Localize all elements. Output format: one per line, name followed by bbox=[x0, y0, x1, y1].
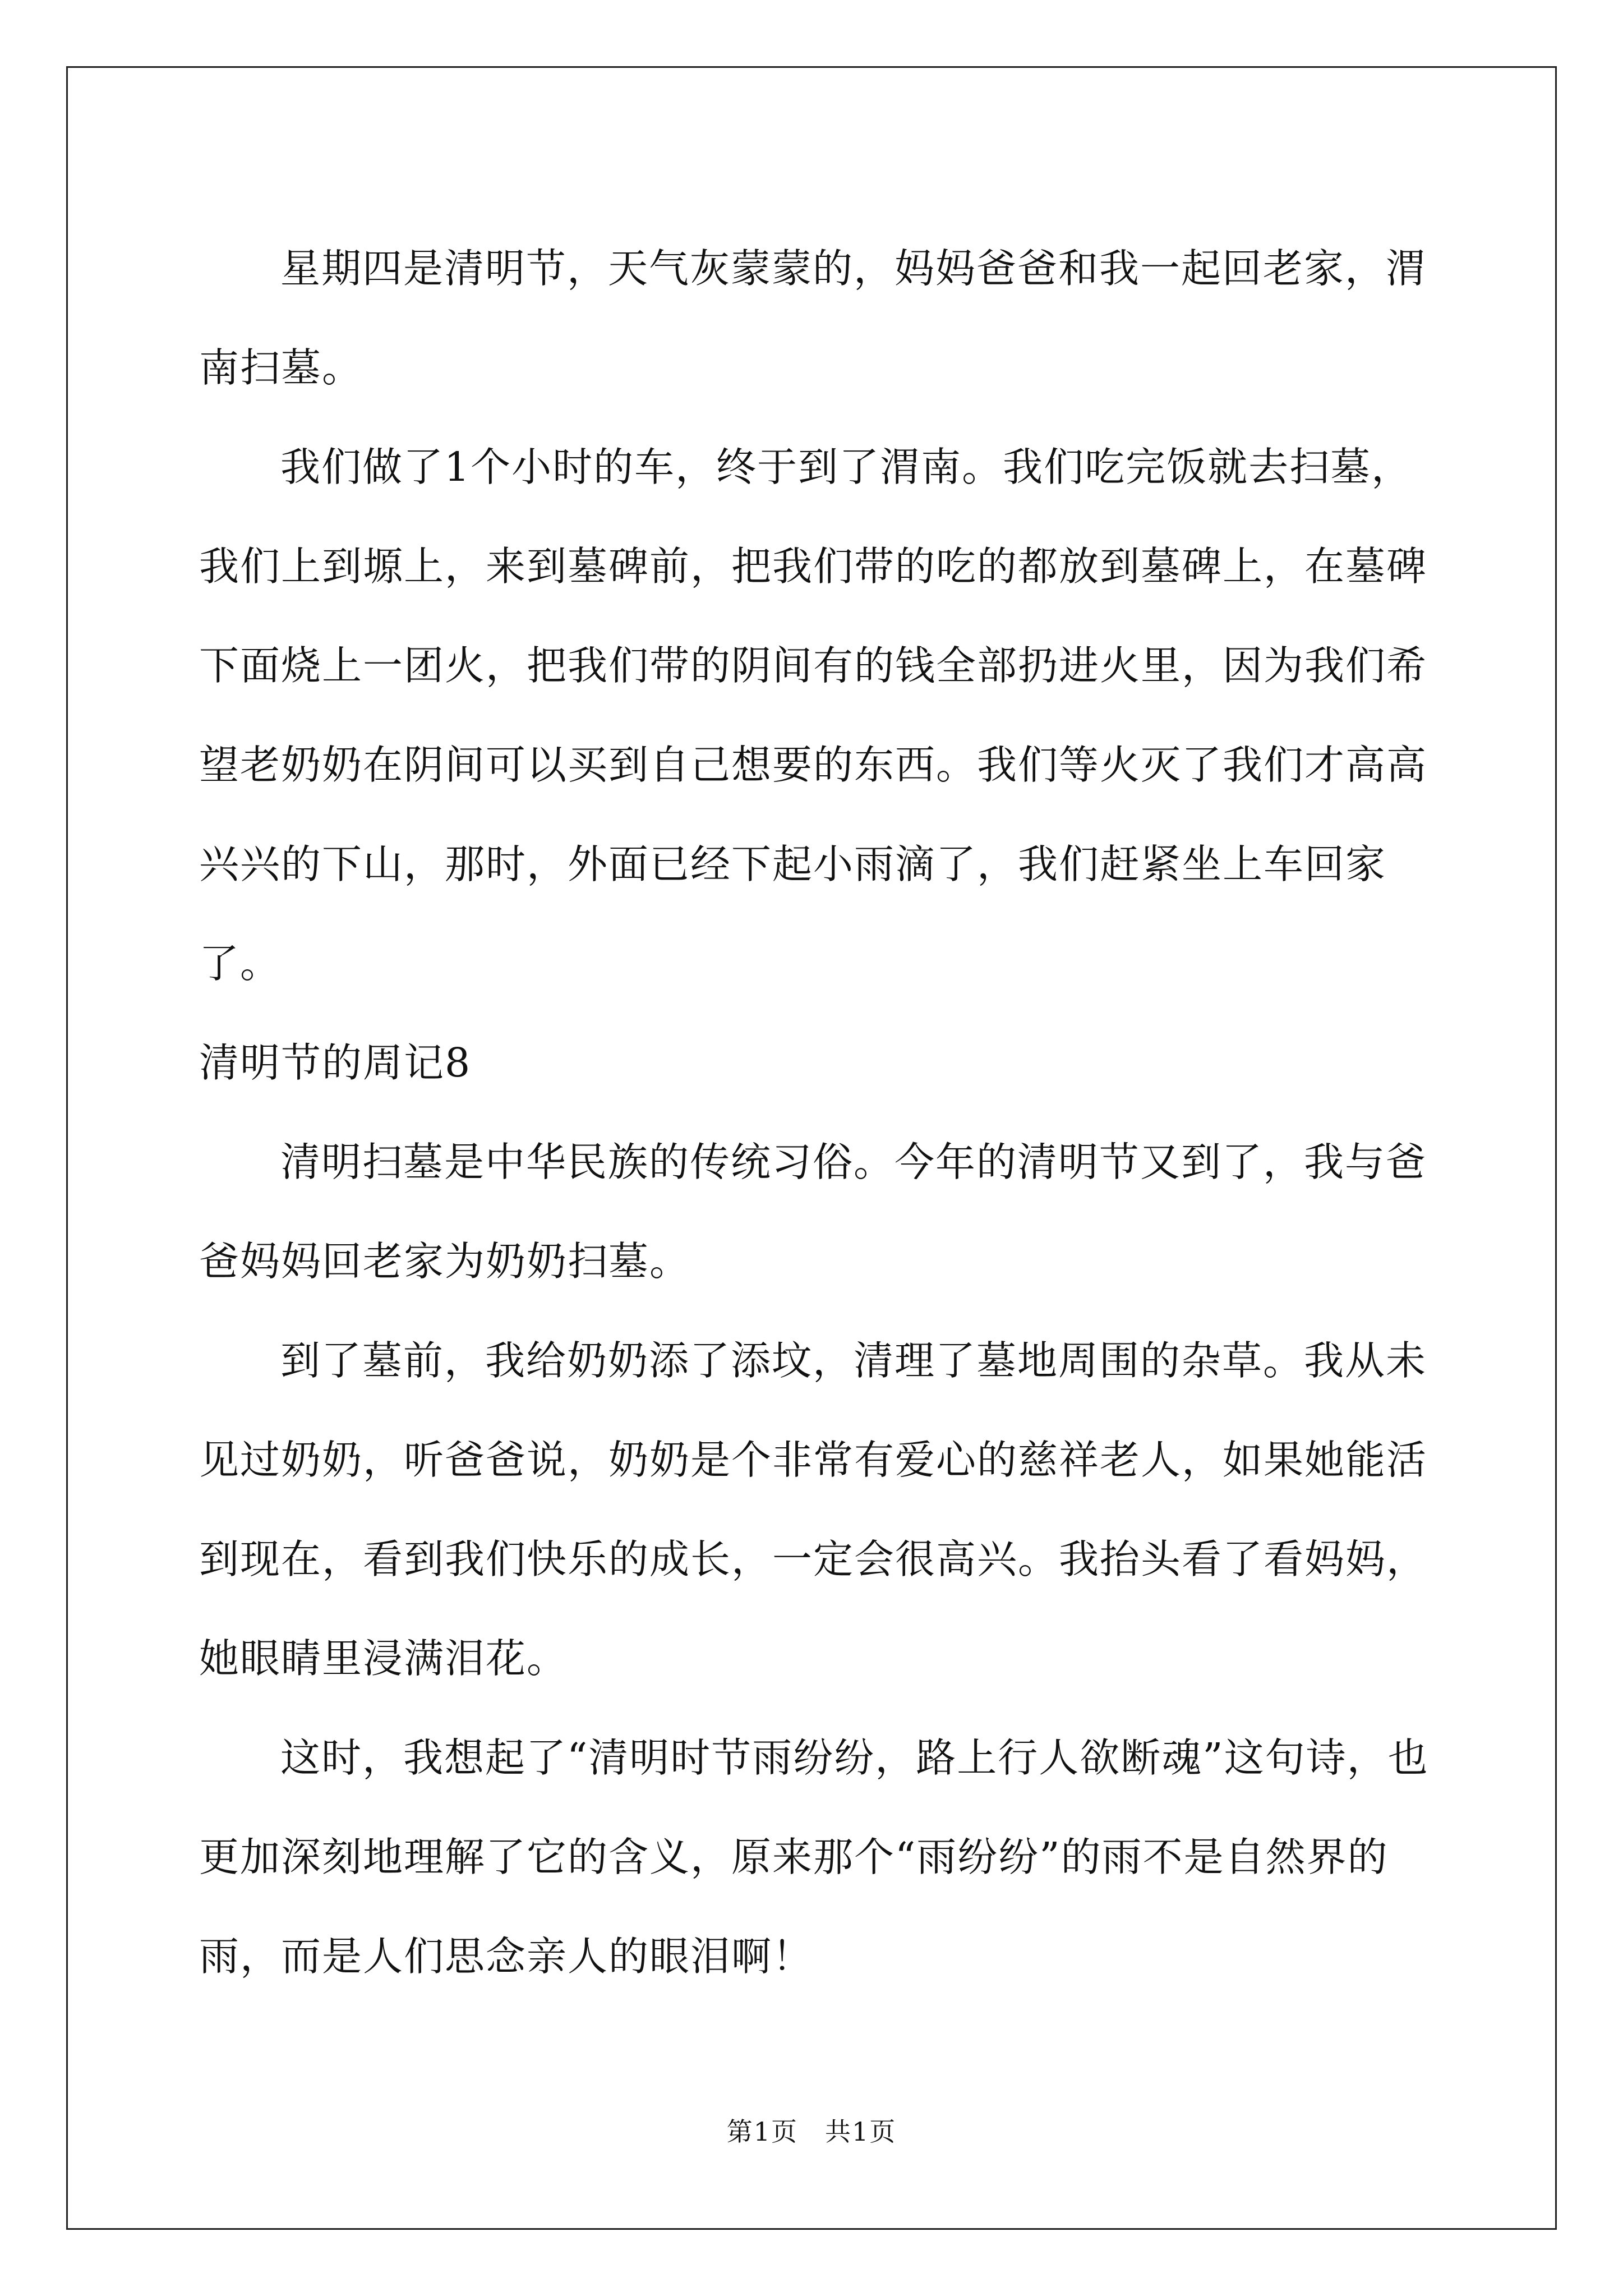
paragraph-2: 我们做了1个小时的车，终于到了渭南。我们吃完饭就去扫墓，我们上到塬上，来到墓碑前，把我们带的吃的都放到墓碑上，在墓碑下面烧上一团火，把我们带的阴间有的钱全部扔进火里，因为我们希望老奶奶在阴间可以买到自己想要的东西。我们等火灭了我们才高高兴兴的下山，那时，外面已经下起小雨滴了，我们赶紧坐上车回家了。 bbox=[199, 444, 1428, 987]
paragraph-3: 清明扫墓是中华民族的传统习俗。今年的清明节又到了，我与爸爸妈妈回老家为奶奶扫墓。 bbox=[199, 1139, 1427, 1285]
paragraph-5: 这时，我想起了“清明时节雨纷纷，路上行人欲断魂”这句诗，也更加深刻地理解了它的含义，原来那个“雨纷纷”的雨不是自然界的雨，而是人们思念亲人的眼泪啊！ bbox=[199, 1734, 1429, 1980]
page-number: 第1页 共1页 bbox=[726, 2116, 897, 2147]
paragraph-1: 星期四是清明节，天气灰蒙蒙的，妈妈爸爸和我一起回老家，渭南扫墓。 bbox=[199, 245, 1427, 391]
document-body bbox=[199, 219, 1433, 2006]
section-heading: 清明节的周记8 bbox=[199, 1039, 472, 1086]
paragraph-4: 到了墓前，我给奶奶添了添坟，清理了墓地周围的杂草。我从未见过奶奶，听爸爸说，奶奶是个非常有爱心的慈祥老人，如果她能活到现在，看到我们快乐的成长，一定会很高兴。我抬头看了看妈妈，她眼睛里浸满泪花。 bbox=[199, 1337, 1428, 1682]
